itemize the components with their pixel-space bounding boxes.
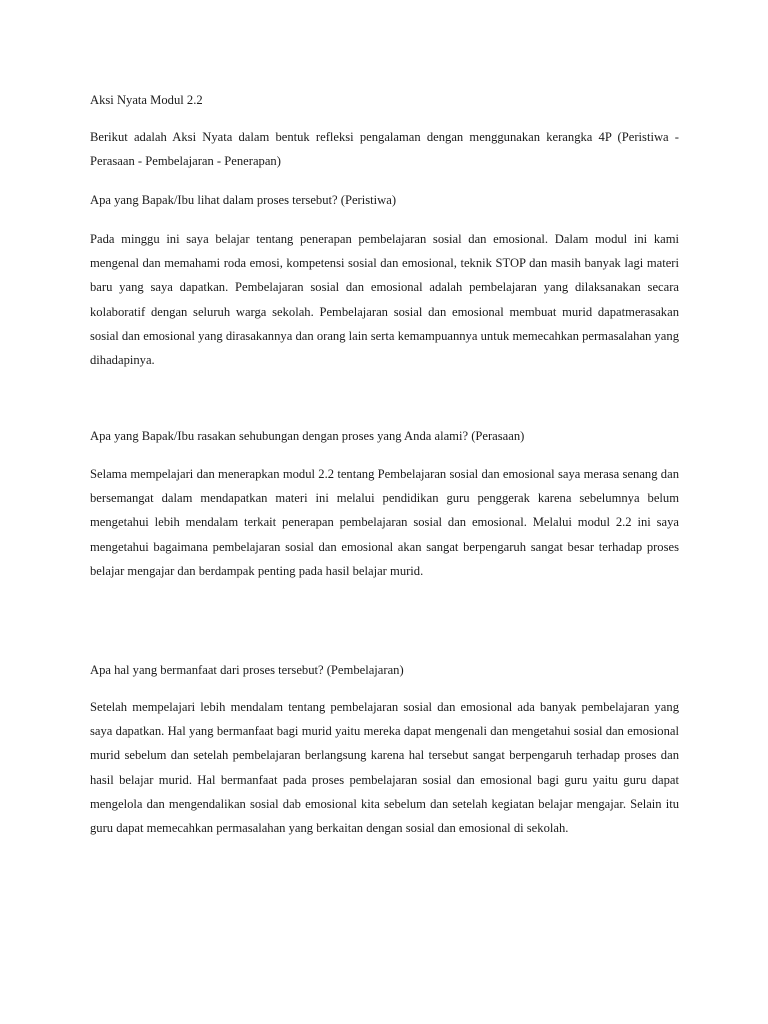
answer-perasaan: Selama mempelajari dan menerapkan modul 2.2 tentang Pembelajaran sosial dan emosional saya merasa senang dan bersemangat dalam mendapatkan materi ini melalui pendidikan guru penggerak karena sebelumnya belum mengetahui lebih mendalam terkait penerapan pembelajaran sosial dan emosional. Melalui modul 2.2 ini saya mengetahui bagaimana pembelajaran sosial dan emosional akan sangat berpengaruh sangat besar terhadap proses belajar mengajar dan berdampak penting pada hasil belajar murid. xyxy=(90,467,679,578)
document-title: Aksi Nyata Modul 2.2 xyxy=(90,93,203,107)
answer-pembelajaran: Setelah mempelajari lebih mendalam tentang pembelajaran sosial dan emosional ada banyak pembelajaran yang saya dapatkan. Hal yang bermanfaat bagi murid yaitu mereka dapat mengenali dan mengetahui sosial dan emosional murid sebelum dan setelah pembelajaran berlangsung karena hal tersebut sangat berpengaruh terhadap proses dan hasil belajar murid. Hal bermanfaat pada proses pembelajaran sosial dan emosional bagi guru yaitu guru dapat mengelola dan mengendalikan sosial dab emosional kita sebelum dan setelah kegiatan belajar mengajar. Selain itu guru dapat memecahkan permasalahan yang berkaitan dengan sosial dan emosional di sekolah. xyxy=(90,700,679,836)
answer-peristiwa: Pada minggu ini saya belajar tentang penerapan pembelajaran sosial dan emosional. Dalam modul ini kami mengenal dan memahami roda emosi, kompetensi sosial dan emosional, teknik STOP dan masih banyak lagi materi baru yang saya dapatkan. Pembelajaran sosial dan emosional adalah pembelajaran yang dilaksanakan secara kolaboratif dengan seluruh warga sekolah. Pembelajaran sosial dan emosional membuat murid dapatmerasakan sosial dan emosional yang dirasakannya dan orang lain serta kemampuannya untuk memecahkan permasalahan yang dihadapinya. xyxy=(90,232,679,368)
question-pembelajaran: Apa hal yang bermanfaat dari proses tersebut? (Pembelajaran) xyxy=(90,663,404,677)
question-perasaan: Apa yang Bapak/Ibu rasakan sehubungan dengan proses yang Anda alami? (Perasaan) xyxy=(90,429,525,443)
question-peristiwa: Apa yang Bapak/Ibu lihat dalam proses tersebut? (Peristiwa) xyxy=(90,193,397,207)
intro-paragraph: Berikut adalah Aksi Nyata dalam bentuk refleksi pengalaman dengan menggunakan kerangka 4P (Peristiwa - Perasaan - Pembelajaran - Penerapan) xyxy=(90,130,679,168)
